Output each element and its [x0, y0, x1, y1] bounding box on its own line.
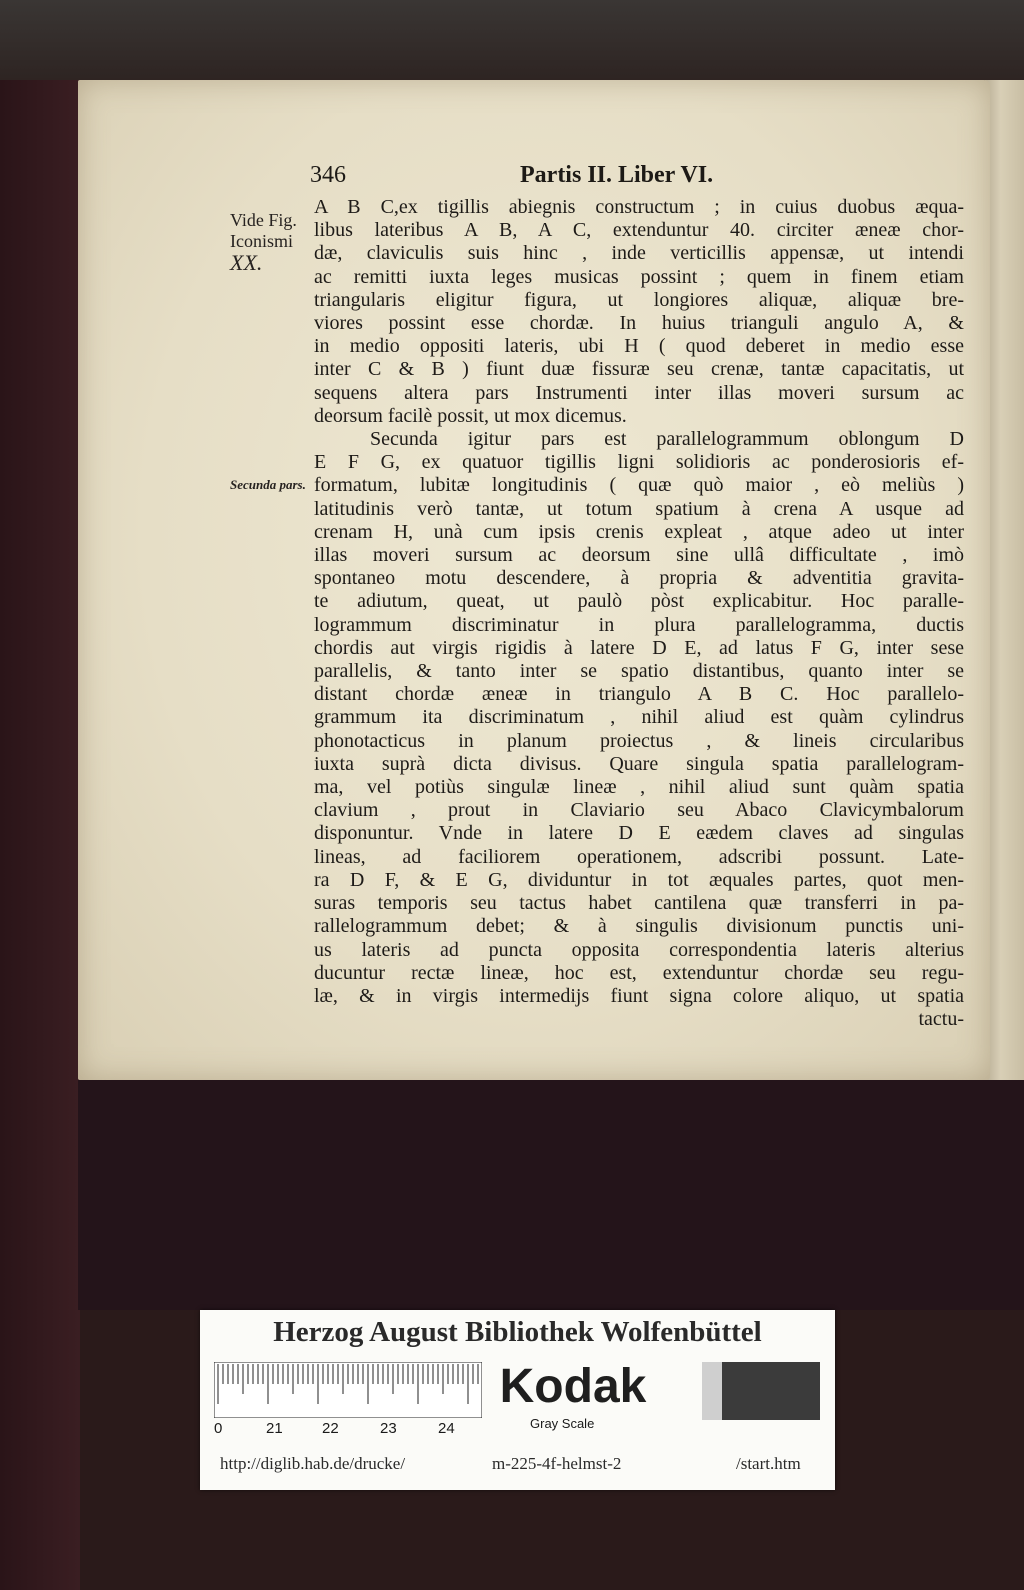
card-title: Herzog August Bibliothek Wolfenbüttel — [273, 1316, 762, 1348]
text-line: sequens altera pars Instrumenti inter illas moveri sursum ac — [314, 381, 964, 404]
color-calibration-card — [200, 1310, 835, 1490]
url-part-suffix: /start.htm — [736, 1454, 801, 1473]
text-line: disponuntur. Vnde in latere D E eædem claves ad singulas — [314, 822, 964, 845]
scan-backdrop-top — [0, 0, 1024, 90]
ruler-label: 0 — [214, 1420, 223, 1437]
text-line: crenam H, unà cum ipsis crenis expleat , atque adeo ut inter — [314, 520, 964, 543]
margin-note-line: Iconismi — [230, 231, 293, 251]
text-line: viores possint esse chordæ. In huius trianguli angulo A, & — [314, 312, 964, 335]
margin-note-line: XX. — [230, 250, 263, 275]
text-line: distant chordæ æneæ in triangulo A B C. Hoc parallelo- — [314, 683, 964, 706]
url-part-base: http://diglib.hab.de/drucke/ — [220, 1454, 406, 1473]
text-line: te adiutum, queat, ut paulò pòst explicabitur. Hoc paralle- — [314, 590, 964, 613]
scan-backdrop-left — [0, 80, 80, 1590]
text-line: ac remitti iuxta leges musicas possint ; quem in finem etiam — [314, 265, 964, 288]
text-line: dæ, claviculis suis hinc , inde verticillis appensæ, ut intendi — [314, 242, 964, 265]
gray-patch-dark — [722, 1362, 820, 1420]
ruler-label: 21 — [266, 1420, 283, 1437]
text-line: A B C,ex tigillis abiegnis constructum ; in cuius duobus æqua- — [314, 196, 964, 218]
text-line: spontaneo motu descendere, à propria & adventitia gravita- — [314, 567, 964, 590]
text-line: phonotacticus in planum proiectus , & lineis circularibus — [314, 729, 964, 752]
page-number: 346 — [310, 162, 346, 188]
text-line: illas moveri sursum ac deorsum sine ullâ difficultate , imò — [314, 544, 964, 567]
text-line: rallelogrammum debet; & à singulis divisionum punctis uni- — [314, 915, 964, 938]
text-line: grammum ita discriminatum , nihil aliud est quàm cylindrus — [314, 706, 964, 729]
text-line: formatum, lubitæ longitudinis ( quæ quò maior , eò meliùs ) — [314, 474, 964, 497]
text-line: Secunda igitur pars est parallelogrammum oblongum D — [370, 428, 964, 451]
margin-note-line: Vide Fig. — [230, 210, 297, 230]
ruler-label: 24 — [438, 1420, 455, 1437]
text-line: triangularis eligitur figura, ut longiores aliquæ, aliquæ bre- — [314, 288, 964, 311]
adjacent-page-edge — [985, 80, 1024, 1100]
ruler-label: 22 — [322, 1420, 339, 1437]
text-line: in medio oppositi lateris, ubi H ( quod deberet in medio esse — [314, 335, 964, 358]
text-line: logrammum discriminatur in plura parallelogramma, ductis — [314, 613, 964, 636]
text-line: libus lateribus A B, A C, extenduntur 40. circiter æneæ chor- — [314, 219, 964, 242]
text-line: clavium , prout in Claviario seu Abaco Clavicymbalorum — [314, 799, 964, 822]
margin-note-figure-reference — [230, 210, 297, 273]
text-line: læ, & in virgis intermedijs fiunt signa colore aliquo, ut spatia — [314, 984, 964, 1007]
scan-backdrop-bottom — [78, 1080, 1024, 1310]
ruler-scale — [214, 1362, 482, 1418]
text-line: parallelis, & tanto inter se spatio distantibus, quanto inter se — [314, 660, 964, 683]
url-part-id: m-225-4f-helmst-2 — [492, 1454, 622, 1473]
body-text — [314, 196, 964, 1031]
ruler-labels — [214, 1420, 484, 1440]
kodak-logo: Kodak — [499, 1360, 647, 1413]
text-line: ra D F, & E G, dividuntur in tot æquales partes, quot men- — [314, 868, 964, 891]
text-line: suras temporis seu tactus habet cantilena quæ transferri in pa- — [314, 892, 964, 915]
text-line: inter C & B ) fiunt duæ fissuræ seu crenæ, tantæ capacitatis, ut — [314, 358, 964, 381]
text-line: deorsum facilè possit, ut mox dicemus. — [314, 404, 627, 427]
catchword: tactu- — [918, 1008, 964, 1031]
margin-note-secunda-pars: Secunda pars. — [230, 477, 306, 492]
running-head: Partis II. Liber VI. — [520, 162, 714, 188]
text-line: latitudinis verò tantæ, ut totum spatium à crena A usque ad — [314, 497, 964, 520]
gray-scale-label: Gray Scale — [530, 1416, 595, 1431]
gray-patch-light — [702, 1362, 722, 1420]
text-line: lineas, ad faciliorem operationem, adscribi possunt. Late- — [314, 845, 964, 868]
text-line: ducuntur rectæ lineæ, hoc est, extenduntur chordæ seu regu- — [314, 961, 964, 984]
text-line: chordis aut virgis rigidis à latere D E, ad latus F G, inter sese — [314, 636, 964, 659]
text-line: iuxta suprà dicta divisus. Quare singula spatia parallelogram- — [314, 752, 964, 775]
text-line: ma, vel potiùs singulæ lineæ , nihil aliud sunt quàm spatia — [314, 776, 964, 799]
ruler-label: 23 — [380, 1420, 397, 1437]
text-line: E F G, ex quatuor tigillis ligni solidioris ac ponderosioris ef- — [314, 451, 964, 474]
page-header — [310, 162, 750, 192]
text-line: us lateris ad puncta opposita correspondentia lateris alterius — [314, 938, 964, 961]
